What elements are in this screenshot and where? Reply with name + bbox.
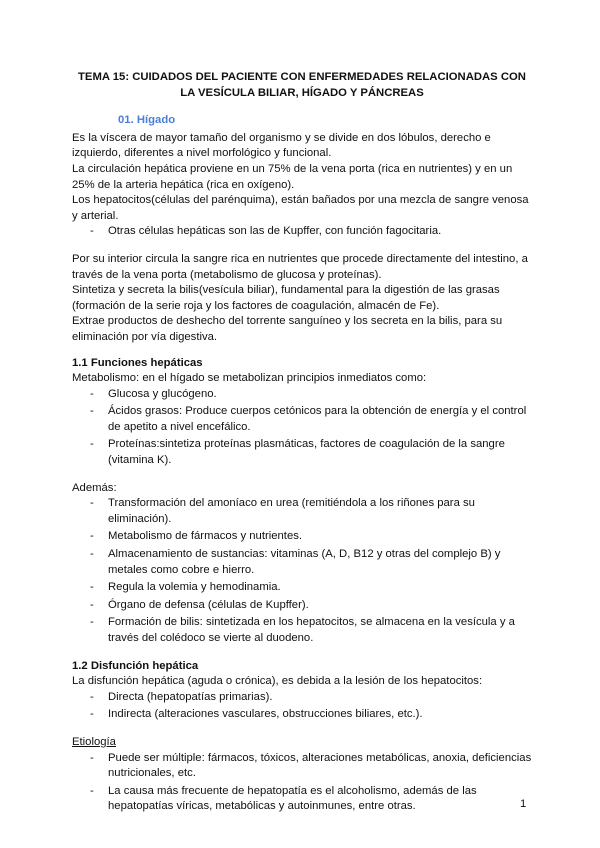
list-item: - Formación de bilis: sintetizada en los hepatocitos, se almacena en la vesícula y a través del colédoco se vierte al duodeno. [72, 615, 532, 646]
spacer [72, 649, 532, 659]
paragraph: Metabolismo: en el hígado se metabolizan principios inmediatos como: [72, 372, 427, 385]
spacer [72, 346, 532, 356]
etiologia-label: Etiología [72, 735, 116, 748]
list-item: - Órgano de defensa (células de Kupffer). [72, 598, 532, 614]
list-item: - Ácidos grasos: Produce cuerpos cetónicos para la obtención de energía y el control de apetito a nivel encefálico. [72, 404, 532, 435]
bullet-list [72, 224, 532, 240]
paragraph: Por su interior circula la sangre rica en nutrientes que procede directamente del intestino, a través de la vena porta (metabolismo de glucosa y proteínas). [72, 252, 528, 281]
bullet-list [72, 387, 532, 469]
bullet-list [72, 496, 532, 646]
spacer [72, 242, 532, 252]
list-item: - Almacenamiento de sustancias: vitaminas (A, D, B12 y otras del complejo B) y metales como cobre e hierro. [72, 547, 532, 578]
paragraph: Sintetiza y secreta la bilis(vesícula biliar), fundamental para la digestión de las grasas (formación de la serie roja y los factores de coagulación, almacén de Fe). [72, 284, 500, 312]
spacer [72, 471, 532, 481]
section-heading-funciones: 1.1 Funciones hepáticas [72, 356, 203, 369]
paragraph: Es la víscera de mayor tamaño del organismo y se divide en dos lóbulos, derecho e izquierdo, diferentes a nivel morfológico y funcional. [72, 131, 491, 160]
list-item: - Regula la volemia y hemodinamia. [72, 580, 532, 596]
paragraph: La circulación hepática proviene en un 75% de la vena porta (rica en nutrientes) y en un 25% de la arteria hepática (rica en oxígeno). [72, 162, 513, 191]
list-item: - Indirecta (alteraciones vasculares, obstrucciones biliares, etc.). [72, 707, 532, 723]
paragraph: Los hepatocitos(células del parénquima), están bañados por una mezcla de sangre venosa y arterial. [72, 194, 529, 222]
spacer [72, 725, 532, 735]
list-item: - Transformación del amoníaco en urea (remitiéndola a los riñones para su eliminación). [72, 496, 532, 527]
bullet-list [72, 690, 532, 723]
title-line-1: TEMA 15: CUIDADOS DEL PACIENTE CON ENFERMEDADES RELACIONADAS CON [78, 71, 526, 83]
list-item: - Otras células hepáticas son las de Kupffer, con función fagocitaria. [72, 224, 532, 240]
list-item: - La causa más frecuente de hepatopatía es el alcoholismo, además de las hepatopatías víricas, metabólicas y autoinmunes, entre otras. [72, 784, 532, 815]
section-heading-disfuncion: 1.2 Disfunción hepática [72, 659, 199, 672]
page-content [72, 70, 532, 817]
page-number: 1 [520, 798, 527, 810]
section-heading-higado: 01. Hígado [118, 114, 176, 127]
paragraph: Extrae productos de deshecho del torrente sanguíneo y los secreta en la bilis, para su eliminación por vía digestiva. [72, 315, 503, 343]
ademas-label: Además: [72, 481, 117, 494]
list-item: - Glucosa y glucógeno. [72, 387, 532, 403]
bullet-list [72, 751, 532, 815]
list-item: - Puede ser múltiple: fármacos, tóxicos, alteraciones metabólicas, anoxia, deficiencias nutricionales, etc. [72, 751, 532, 782]
list-item: - Metabolismo de fármacos y nutrientes. [72, 529, 532, 545]
list-item: - Proteínas:sintetiza proteínas plasmáticas, factores de coagulación de la sangre (vitamina K). [72, 437, 532, 468]
document-title [72, 70, 532, 101]
paragraph: La disfunción hepática (aguda o crónica), es debida a la lesión de los hepatocitos: [72, 675, 483, 688]
list-item: - Directa (hepatopatías primarias). [72, 690, 532, 706]
title-line-2: LA VESÍCULA BILIAR, HÍGADO Y PÁNCREAS [180, 86, 424, 99]
